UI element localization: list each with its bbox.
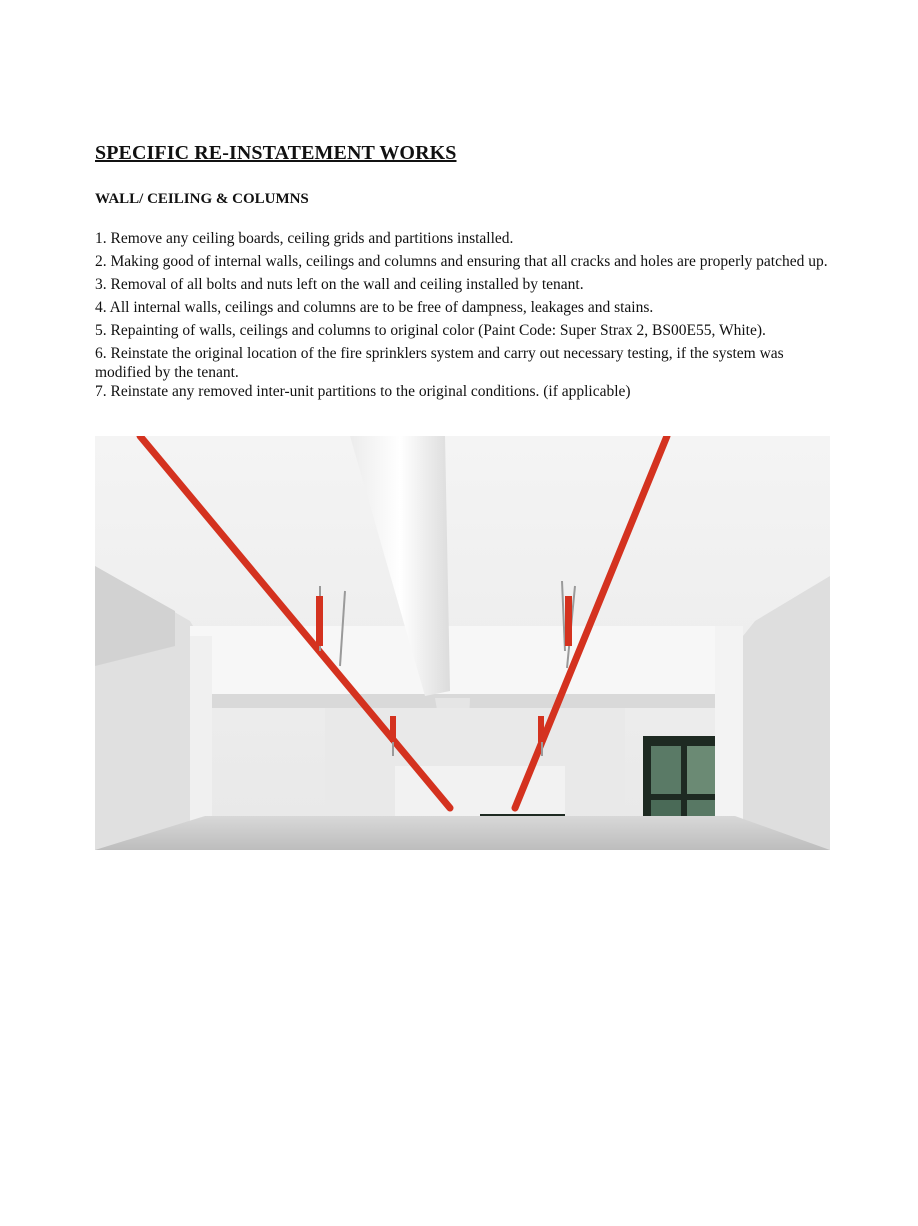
floor xyxy=(95,816,830,850)
list-item: 7. Reinstate any removed inter-unit partitions to the original conditions. (if applicable) xyxy=(95,383,631,400)
list-item: 5. Repainting of walls, ceilings and columns to original color (Paint Code: Super Strax 2, BS00E55, White). xyxy=(95,322,766,339)
sprinkler-drop xyxy=(565,596,572,646)
list-item: 6. Reinstate the original location of the fire sprinklers system and carry out necessary testing, if the system was modified by the tenant. xyxy=(95,345,784,381)
list-item: 2. Making good of internal walls, ceilings and columns and ensuring that all cracks and holes are properly patched up. xyxy=(95,253,828,270)
reinstatement-list xyxy=(95,229,835,401)
list-item: 3. Removal of all bolts and nuts left on the wall and ceiling installed by tenant. xyxy=(95,276,584,293)
sprinkler-drop xyxy=(316,596,323,646)
list-item: 1. Remove any ceiling boards, ceiling grids and partitions installed. xyxy=(95,230,514,247)
page-title: SPECIFIC RE-INSTATEMENT WORKS xyxy=(95,142,457,164)
sprinkler-drop xyxy=(538,716,544,742)
sprinkler-drop xyxy=(390,716,396,742)
ceiling-photo xyxy=(95,436,830,850)
list-item: 4. All internal walls, ceilings and columns are to be free of dampness, leakages and stains. xyxy=(95,299,654,316)
section-heading: WALL/ CEILING & COLUMNS xyxy=(95,191,309,207)
